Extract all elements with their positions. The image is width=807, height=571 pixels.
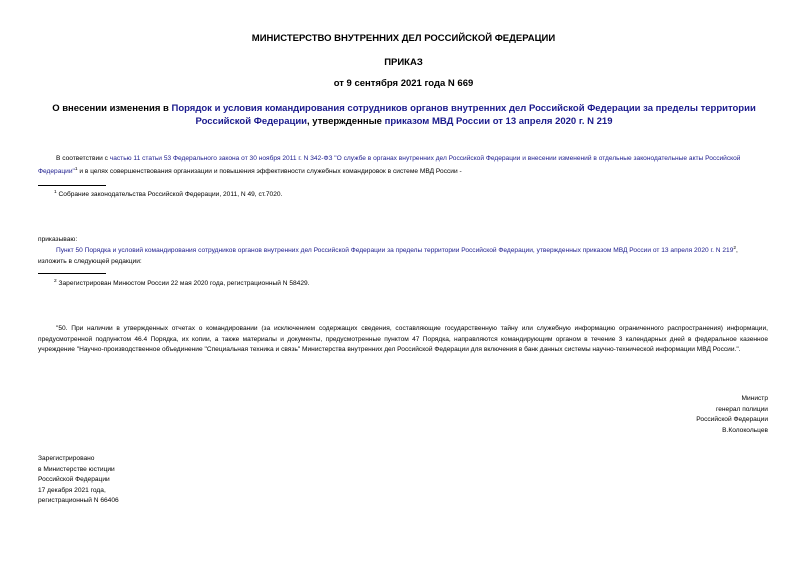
registration-line-2: в Министерстве юстиции [38, 465, 115, 473]
order-clause-link[interactable]: Пункт 50 Порядка и условий командирования сотрудников органов внутренних дел Российской Федерации за пределы территории Российской Федерации, утвержденных приказом МВД России от 13 апреля 2020 г. N 219 [56, 247, 734, 255]
ministry-title: МИНИСТЕРСТВО ВНУТРЕННИХ ДЕЛ РОССИЙСКОЙ ФЕДЕРАЦИИ [251, 33, 556, 44]
signature-name: В.Колокольцев [722, 426, 768, 434]
order-paragraph [38, 244, 768, 267]
footnote-ref-1[interactable]: 1 [74, 166, 78, 172]
order-tail: , изложить в следующей редакции: [38, 247, 738, 265]
registration-line-3: Российской Федерации [38, 476, 110, 483]
footnote-divider-2 [38, 273, 106, 274]
document-type: ПРИКАЗ [384, 57, 423, 68]
signature-title: Министр [741, 395, 768, 402]
subject-link-order[interactable]: приказом МВД России от 13 апреля 2020 г. N 219 [384, 115, 613, 127]
document-subject [48, 103, 760, 128]
subject-mid: , утвержденные [307, 115, 385, 127]
registration-line-5: регистрационный N 66406 [38, 497, 119, 504]
footnote-ref-2[interactable]: 2 [733, 246, 737, 251]
signature-block [652, 394, 768, 436]
preamble-paragraph [38, 154, 768, 177]
order-lead: приказываю: [38, 236, 78, 243]
registration-line-4: 17 декабря 2021 года, [38, 486, 106, 494]
footnote-2 [54, 279, 310, 287]
footnote-1-mark: 1 [54, 190, 57, 195]
preamble-text-2: и в целях совершенствования организации и повышения эффективности служебных командировок в системе МВД России - [77, 167, 462, 175]
signature-rank: генерал полиции [715, 405, 768, 413]
preamble-law-link[interactable]: частью 11 статьи 53 Федерального закона от 30 ноября 2011 г. N 342-ФЗ "О службе в органах внутренних дел Российской Федерации и внесении изменений в отдельные законодательные акты Российской Федерации" [38, 155, 741, 175]
registration-line-1: Зарегистрировано [38, 455, 95, 462]
subject-link-procedure[interactable]: Порядок и условия командирования сотрудников органов внутренних дел Российской Федерации за пределы территории Российской Федерации [171, 103, 756, 127]
footnote-1 [54, 190, 282, 198]
footnote-2-mark: 2 [54, 279, 57, 284]
footnote-divider-1 [38, 185, 106, 186]
preamble-text-1: В соответствии с [56, 155, 110, 162]
subject-prefix: О внесении изменения в [52, 103, 172, 114]
new-clause-text: "50. При наличии в утвержденных отчетах о командировании (за исключением содержащих сведения, составляющие государственную тайну или служебную информацию ограниченного распространения) информации, предусмотренной подпунктом 46.4 Порядка, их копии, а также материалы и документы, предусмотренные пунктом 47 Порядка, направляются командирующим органом в течение 3 календарных дней в федеральное казенное учреждение "Научно-производственное объединение "Специальная техника и связь" Министерства внутренних дел Российской Федерации для включения в банк данных системы научно-технической информации МВД России.". [38, 325, 768, 353]
signature-country: Российской Федерации [696, 416, 768, 423]
footnote-1-text: Собрание законодательства Российской Федерации, 2011, N 49, ст.7020. [58, 191, 283, 199]
document-date-number: от 9 сентября 2021 года N 669 [333, 78, 474, 89]
footnote-2-text: Зарегистрирован Минюстом России 22 мая 2020 года, регистрационный N 58429. [58, 280, 310, 288]
registration-block [38, 454, 238, 507]
